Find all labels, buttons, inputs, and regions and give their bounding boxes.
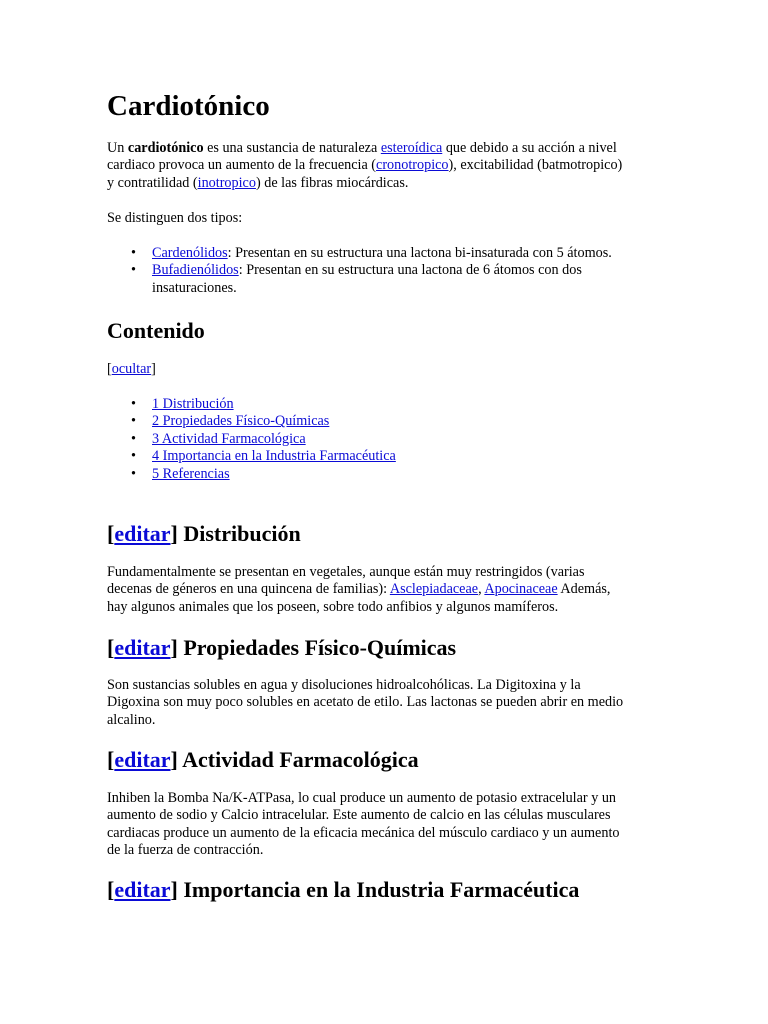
toc-link-referencias[interactable]: 5 Referencias — [152, 465, 230, 482]
bullet-icon: • — [131, 413, 136, 430]
paragraph-line: de la fuerza de contracción. — [107, 842, 264, 859]
bracket-close: ] — [170, 747, 178, 772]
paragraph-line: Son sustancias solubles en agua y disoluciones hidroalcohólicas. La Digitoxina y la — [107, 677, 581, 693]
section-heading-distribucion — [107, 520, 301, 548]
bracket-open: [ — [107, 877, 115, 902]
edit-link[interactable]: editar — [114, 521, 171, 546]
toc-item — [107, 431, 396, 448]
paragraph-line: cardiacas produce un aumento de la eficacia mecánica del músculo cardiaco y un aumento — [107, 824, 620, 841]
toc-link-actividad[interactable]: 3 Actividad Farmacológica — [152, 430, 306, 447]
toc-item — [107, 396, 396, 413]
toc-toggle — [107, 361, 667, 378]
bracket-open: [ — [107, 521, 115, 546]
paragraph-line: hay algunos animales que los poseen, sobre todo anfibios y algunos mamíferos. — [107, 598, 559, 615]
toc-hide-link[interactable]: ocultar — [111, 361, 152, 377]
types-list — [107, 245, 612, 297]
bullet-icon: • — [131, 262, 136, 279]
intro-text: cardiaco provoca un aumento de la frecuencia ( — [107, 157, 377, 174]
link-cronotropico[interactable]: cronotropico — [376, 157, 449, 174]
bullet-icon: • — [131, 430, 136, 447]
types-intro: Se distinguen dos tipos: — [107, 210, 243, 226]
intro-line-1 — [107, 140, 667, 157]
bracket-open: [ — [107, 361, 112, 377]
bracket-close: ] — [170, 635, 178, 660]
intro-line-2 — [107, 157, 667, 174]
link-inotropico[interactable]: inotropico — [197, 174, 256, 191]
section-title: Importancia en la Industria Farmacéutica — [177, 877, 580, 902]
distribucion-paragraph — [107, 564, 667, 616]
paragraph-text: decenas de géneros en una quincena de familias): — [107, 581, 390, 598]
intro-bold-term: cardiotónico — [127, 140, 204, 156]
list-item-text: : Presentan en su estructura una lactona bi-insaturada con 5 átomos. — [227, 245, 612, 261]
bullet-icon: • — [131, 448, 136, 465]
link-apocinaceae[interactable]: Apocinaceae — [484, 581, 558, 598]
intro-line-3 — [107, 175, 667, 192]
paragraph-line: alcalino. — [107, 711, 156, 728]
edit-link[interactable]: editar — [114, 635, 171, 660]
bracket-open: [ — [107, 747, 115, 772]
toc-item — [107, 413, 396, 430]
link-esteroidica[interactable]: esteroídica — [380, 140, 443, 156]
list-item-text: insaturaciones. — [152, 279, 237, 296]
bracket-close: ] — [170, 877, 178, 902]
section-heading-propiedades — [107, 634, 456, 662]
link-bufadienolidos[interactable]: Bufadienólidos — [152, 262, 239, 279]
toc-link-distribucion[interactable]: 1 Distribución — [152, 396, 234, 412]
paragraph-line — [107, 581, 667, 598]
section-title: Actividad Farmacológica — [177, 747, 419, 772]
toc-item — [107, 448, 396, 465]
section-heading-importancia — [107, 876, 579, 904]
bullet-icon: • — [131, 245, 136, 261]
intro-text: ) de las fibras miocárdicas. — [255, 174, 409, 191]
section-heading-actividad — [107, 746, 419, 774]
paragraph-line: Fundamentalmente se presentan en vegetales, aunque están muy restringidos (varias — [107, 564, 585, 580]
page-title: Cardiotónico — [107, 90, 270, 122]
bullet-icon: • — [131, 465, 136, 482]
bracket-open: [ — [107, 635, 115, 660]
toc-link-propiedades[interactable]: 2 Propiedades Físico-Químicas — [152, 413, 330, 430]
paragraph-text: Además, — [557, 581, 611, 598]
list-item-text: : Presentan en su estructura una lactona de 6 átomos con dos — [238, 262, 582, 279]
edit-link[interactable]: editar — [114, 747, 171, 772]
paragraph-text: , — [478, 581, 485, 598]
paragraph-line: aumento de sodio y Calcio intracelular. Este aumento de calcio en las células musculares — [107, 807, 611, 824]
toc-item — [107, 466, 396, 483]
link-cardenolidos[interactable]: Cardenólidos — [152, 245, 228, 261]
list-item — [107, 245, 612, 262]
intro-text: es una sustancia de naturaleza — [203, 140, 381, 156]
list-item — [107, 262, 612, 297]
propiedades-paragraph — [107, 677, 667, 729]
intro-text: y contratilidad ( — [107, 174, 198, 191]
intro-paragraph — [107, 140, 667, 192]
section-title: Distribución — [177, 521, 301, 546]
intro-text: que debido a su acción a nivel — [442, 140, 617, 156]
toc-heading: Contenido — [107, 318, 205, 343]
intro-text: Un — [107, 140, 128, 156]
paragraph-line: Inhiben la Bomba Na/K-ATPasa, lo cual produce un aumento de potasio extracelular y un — [107, 790, 617, 806]
link-asclepiadaceae[interactable]: Asclepiadaceae — [389, 581, 479, 598]
intro-text: ), excitabilidad (batmotropico) — [448, 157, 623, 174]
toc-list — [107, 396, 396, 483]
section-title: Propiedades Físico-Químicas — [177, 635, 457, 660]
toc-link-importancia[interactable]: 4 Importancia en la Industria Farmacéutica — [152, 448, 396, 465]
edit-link[interactable]: editar — [114, 877, 171, 902]
actividad-paragraph — [107, 790, 667, 860]
bullet-icon: • — [131, 396, 136, 412]
bracket-close: ] — [151, 361, 156, 377]
paragraph-line: Digoxina son muy poco solubles en acetato de etilo. Las lactonas se pueden abrir en medio — [107, 694, 624, 711]
bracket-close: ] — [170, 521, 178, 546]
